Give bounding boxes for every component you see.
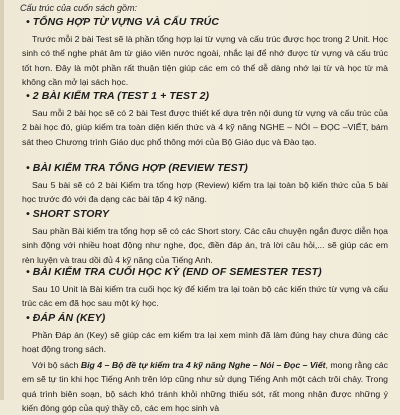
bullet-icon: • [26,208,30,220]
section-paragraph-review-test: Sau 5 bài sẽ có 2 bài Kiểm tra tổng hợp (Review) kiểm tra lại toàn bộ kiến thức của 5 bài học trước đó với đa dạng các bài tập 4 kỹ năng. [22,180,388,205]
closing-book-title: Big 4 – Bộ đề tự kiểm tra 4 kỹ năng Nghe – Nói – Đọc – Viết [80,360,326,370]
section-paragraph-vocabulary: Trước mỗi 2 bài Test sẽ là phần tổng hợp lại từ vựng và cấu trúc được học trong 2 Unit. Học sinh có thể nghe phát âm từ giáo viên nước ngoài, nhắc lại để nhớ được từ vựng và cấu trúc tốt hơn. Đây là một phần rất thuận tiện giúp các em có thể dễ dàng nhớ lại từ và học từ mà không cần mở lại sách học. [22,34,388,87]
section-paragraph-semester-test: Sau 10 Unit là Bài kiểm tra cuối học kỳ để kiểm tra lại toàn bộ các kiến thức từ vựng và cấu trúc các em đã học sau một kỳ học. [22,284,388,309]
heading-text: 2 BÀI KIỂM TRA (TEST 1 + TEST 2) [32,90,210,102]
bullet-icon: • [26,266,30,278]
bullet-icon: • [26,162,30,174]
bullet-icon: • [26,312,30,324]
section-heading-vocabulary [26,16,219,28]
closing-lead: Với bộ sách [32,360,81,370]
heading-text: BÀI KIỂM TRA CUỐI HỌC KỲ (END OF SEMESTER TEST) [32,266,322,278]
section-paragraph-key: Phần Đáp án (Key) sẽ giúp các em kiểm tra lại xem mình đã làm đúng hay chưa đúng các hoạt động trong sách. [22,330,388,355]
bullet-icon: • [26,90,30,102]
section-paragraph-tests: Sau mỗi 2 bài học sẽ có 2 bài Test được thiết kế dựa trên nội dung từ vựng và cấu trúc của 2 bài học đó, giúp kiểm tra toàn diện kiến thức và 4 kỹ năng NGHE – NÓI – ĐỌC –VIẾT, bám sát theo Chương trình Giáo dục phổ thông mới của Bộ Giáo dục và Đào tạo. [22,108,388,147]
section-heading-tests [26,90,209,102]
closing-paragraph [22,358,388,415]
heading-text: ĐÁP ÁN (KEY) [32,312,106,324]
section-heading-short-story [26,208,109,220]
section-heading-key [26,312,105,324]
section-heading-semester-test [26,266,322,278]
page-edge [0,0,4,400]
section-paragraph-short-story: Sau phần Bài kiểm tra tổng hợp sẽ có các Short story. Các câu chuyện ngắn được diễn họa sinh động với nhiều hoạt động như nghe, đọc, điền đáp án, trả lời câu hỏi,... sẽ giúp các em rèn luyện và trau dồi đủ 4 kỹ năng của Tiếng Anh. [22,226,388,265]
heading-text: BÀI KIỂM TRA TỔNG HỢP (REVIEW TEST) [32,162,248,174]
bullet-icon: • [26,16,30,28]
heading-text: SHORT STORY [32,208,110,220]
closing-rest: , mong rằng các em sẽ tự tin khi học Tiếng Anh trên lớp cũng như sử dụng Tiếng Anh một cách trôi chảy. Trong quá trình biên soạn, bộ sách khó tránh khỏi những thiếu sót, rất mong nhận được những ý kiến đóng góp của quý thầy cô, các em học sinh và [22,360,388,413]
heading-text: TỔNG HỢP TỪ VỰNG VÀ CẤU TRÚC [32,16,220,28]
intro-text: Cấu trúc của cuốn sách gồm: [20,3,138,13]
section-heading-review-test [26,162,248,174]
